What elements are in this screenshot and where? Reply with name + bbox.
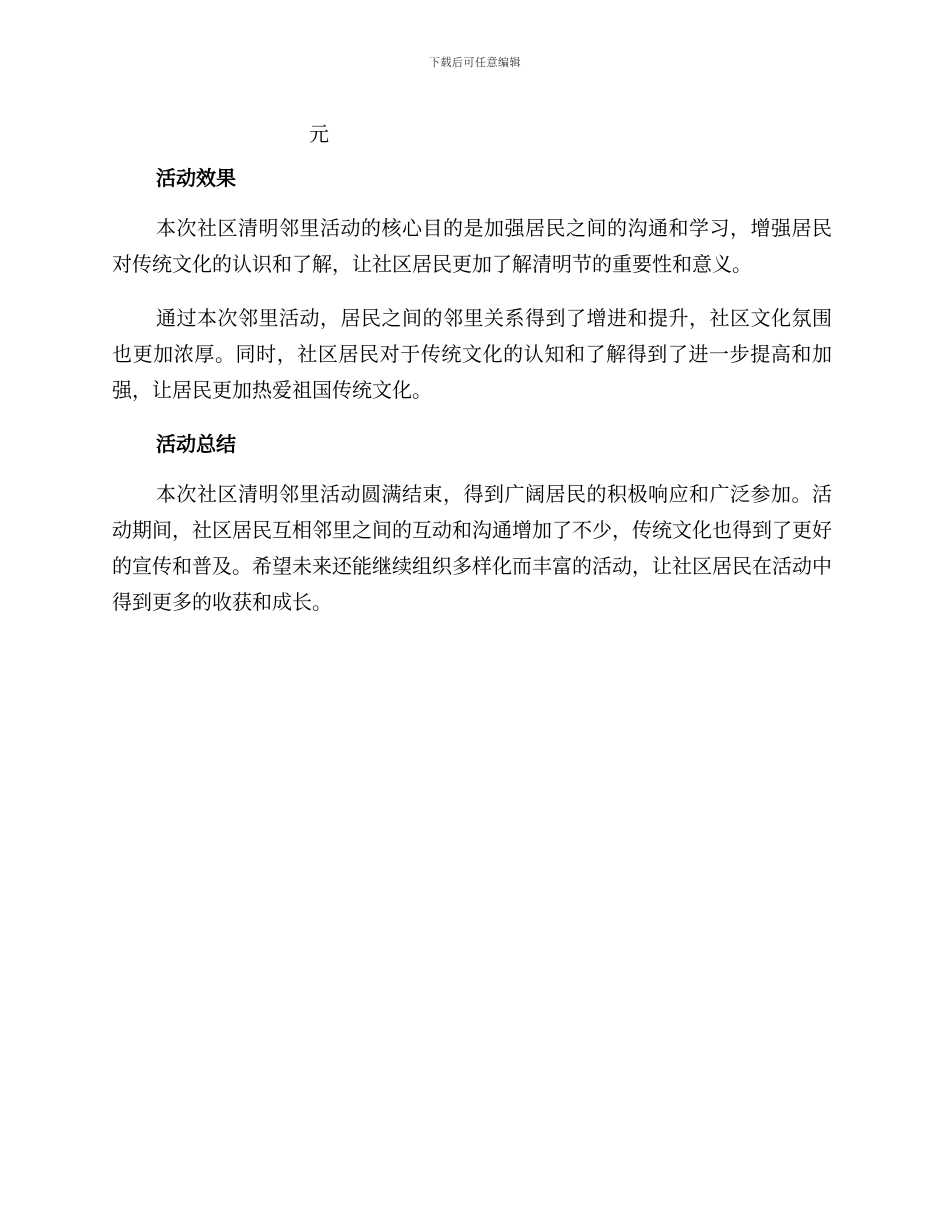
section-heading: 活动效果 (156, 166, 236, 190)
paragraph: 本次社区清明邻里活动的核心目的是加强居民之间的沟通和学习，增强居民对传统文化的认识和了解，让社区居民更加了解清明节的重要性和意义。 (112, 216, 832, 276)
section-summary (112, 426, 832, 620)
paragraph: 通过本次邻里活动，居民之间的邻里关系得到了增进和提升，社区文化氛围也更加浓厚。同时，社区居民对于传统文化的认知和了解得到了进一步提高和加强，让居民更加热爱祖国传统文化。 (112, 306, 832, 402)
document-body (112, 116, 832, 638)
page-header-note: 下载后可任意编辑 (429, 56, 521, 69)
text-fragment: 元 (309, 122, 329, 146)
section-heading: 活动总结 (156, 432, 236, 456)
section-effects (112, 160, 832, 408)
paragraph: 本次社区清明邻里活动圆满结束，得到广阔居民的积极响应和广泛参加。活动期间，社区居民互相邻里之间的互动和沟通增加了不少，传统文化也得到了更好的宣传和普及。希望未来还能继续组织多样化而丰富的活动，让社区居民在活动中得到更多的收获和成长。 (112, 482, 832, 614)
